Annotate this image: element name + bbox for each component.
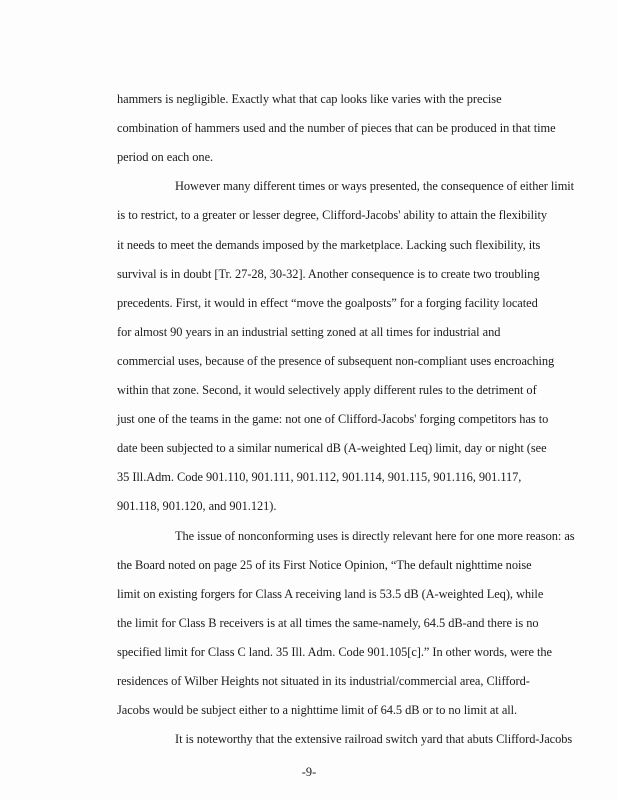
text-line: is to restrict, to a greater or lesser degree, Clifford-Jacobs' ability to attain the flexibility [117,208,548,223]
text-line: limit on existing forgers for Class A receiving land is 53.5 dB (A-weighted Leq), while [117,586,544,601]
text-line: hammers is negligible. Exactly what that cap looks like varies with the precise [117,92,502,106]
text-line: the Board noted on page 25 of its First Notice Opinion, “The default nighttime noise [117,557,532,572]
text-line: just one of the teams in the game: not one of Clifford-Jacobs' forging competitors has to [117,412,549,427]
text-line: 35 Ill.Adm. Code 901.110, 901.111, 901.112, 901.114, 901.115, 901.116, 901.117, [117,470,522,485]
text-line: However many different times or ways presented, the consequence of either limit [175,179,575,194]
text-line: combination of hammers used and the number of pieces that can be produced in that time [117,121,556,136]
text-line: precedents. First, it would in effect “move the goalposts” for a forging facility located [117,295,538,310]
text-line: for almost 90 years in an industrial setting zoned at all times for industrial and [117,324,501,339]
text-line: specified limit for Class C land. 35 Ill. Adm. Code 901.105[c].” In other words, were the [117,644,552,659]
text-line: It is noteworthy that the extensive railroad switch yard that abuts Clifford-Jacobs [175,732,573,747]
text-line: date been subjected to a similar numerical dB (A-weighted Leq) limit, day or night (see [117,441,547,456]
text-line: commercial uses, because of the presence of subsequent non-compliant uses encroaching [117,353,555,368]
page-number: -9- [301,765,317,780]
text-line: Jacobs would be subject either to a nighttime limit of 64.5 dB or to no limit at all. [117,703,518,718]
text-line: The issue of nonconforming uses is directly relevant here for one more reason: as [175,528,575,543]
text-line: survival is in doubt [Tr. 27-28, 30-32]. Another consequence is to create two troubling [117,266,540,281]
text-line: it needs to meet the demands imposed by the marketplace. Lacking such flexibility, its [117,237,541,252]
text-line: period on each one. [117,150,214,165]
text-line: residences of Wilber Heights not situated in its industrial/commercial area, Clifford- [117,674,530,688]
text-line: 901.118, 901.120, and 901.121). [117,499,277,514]
text-line: within that zone. Second, it would selectively apply different rules to the detriment of [117,383,537,397]
text-line: the limit for Class B receivers is at all times the same-namely, 64.5 dB-and there is no [117,615,539,630]
